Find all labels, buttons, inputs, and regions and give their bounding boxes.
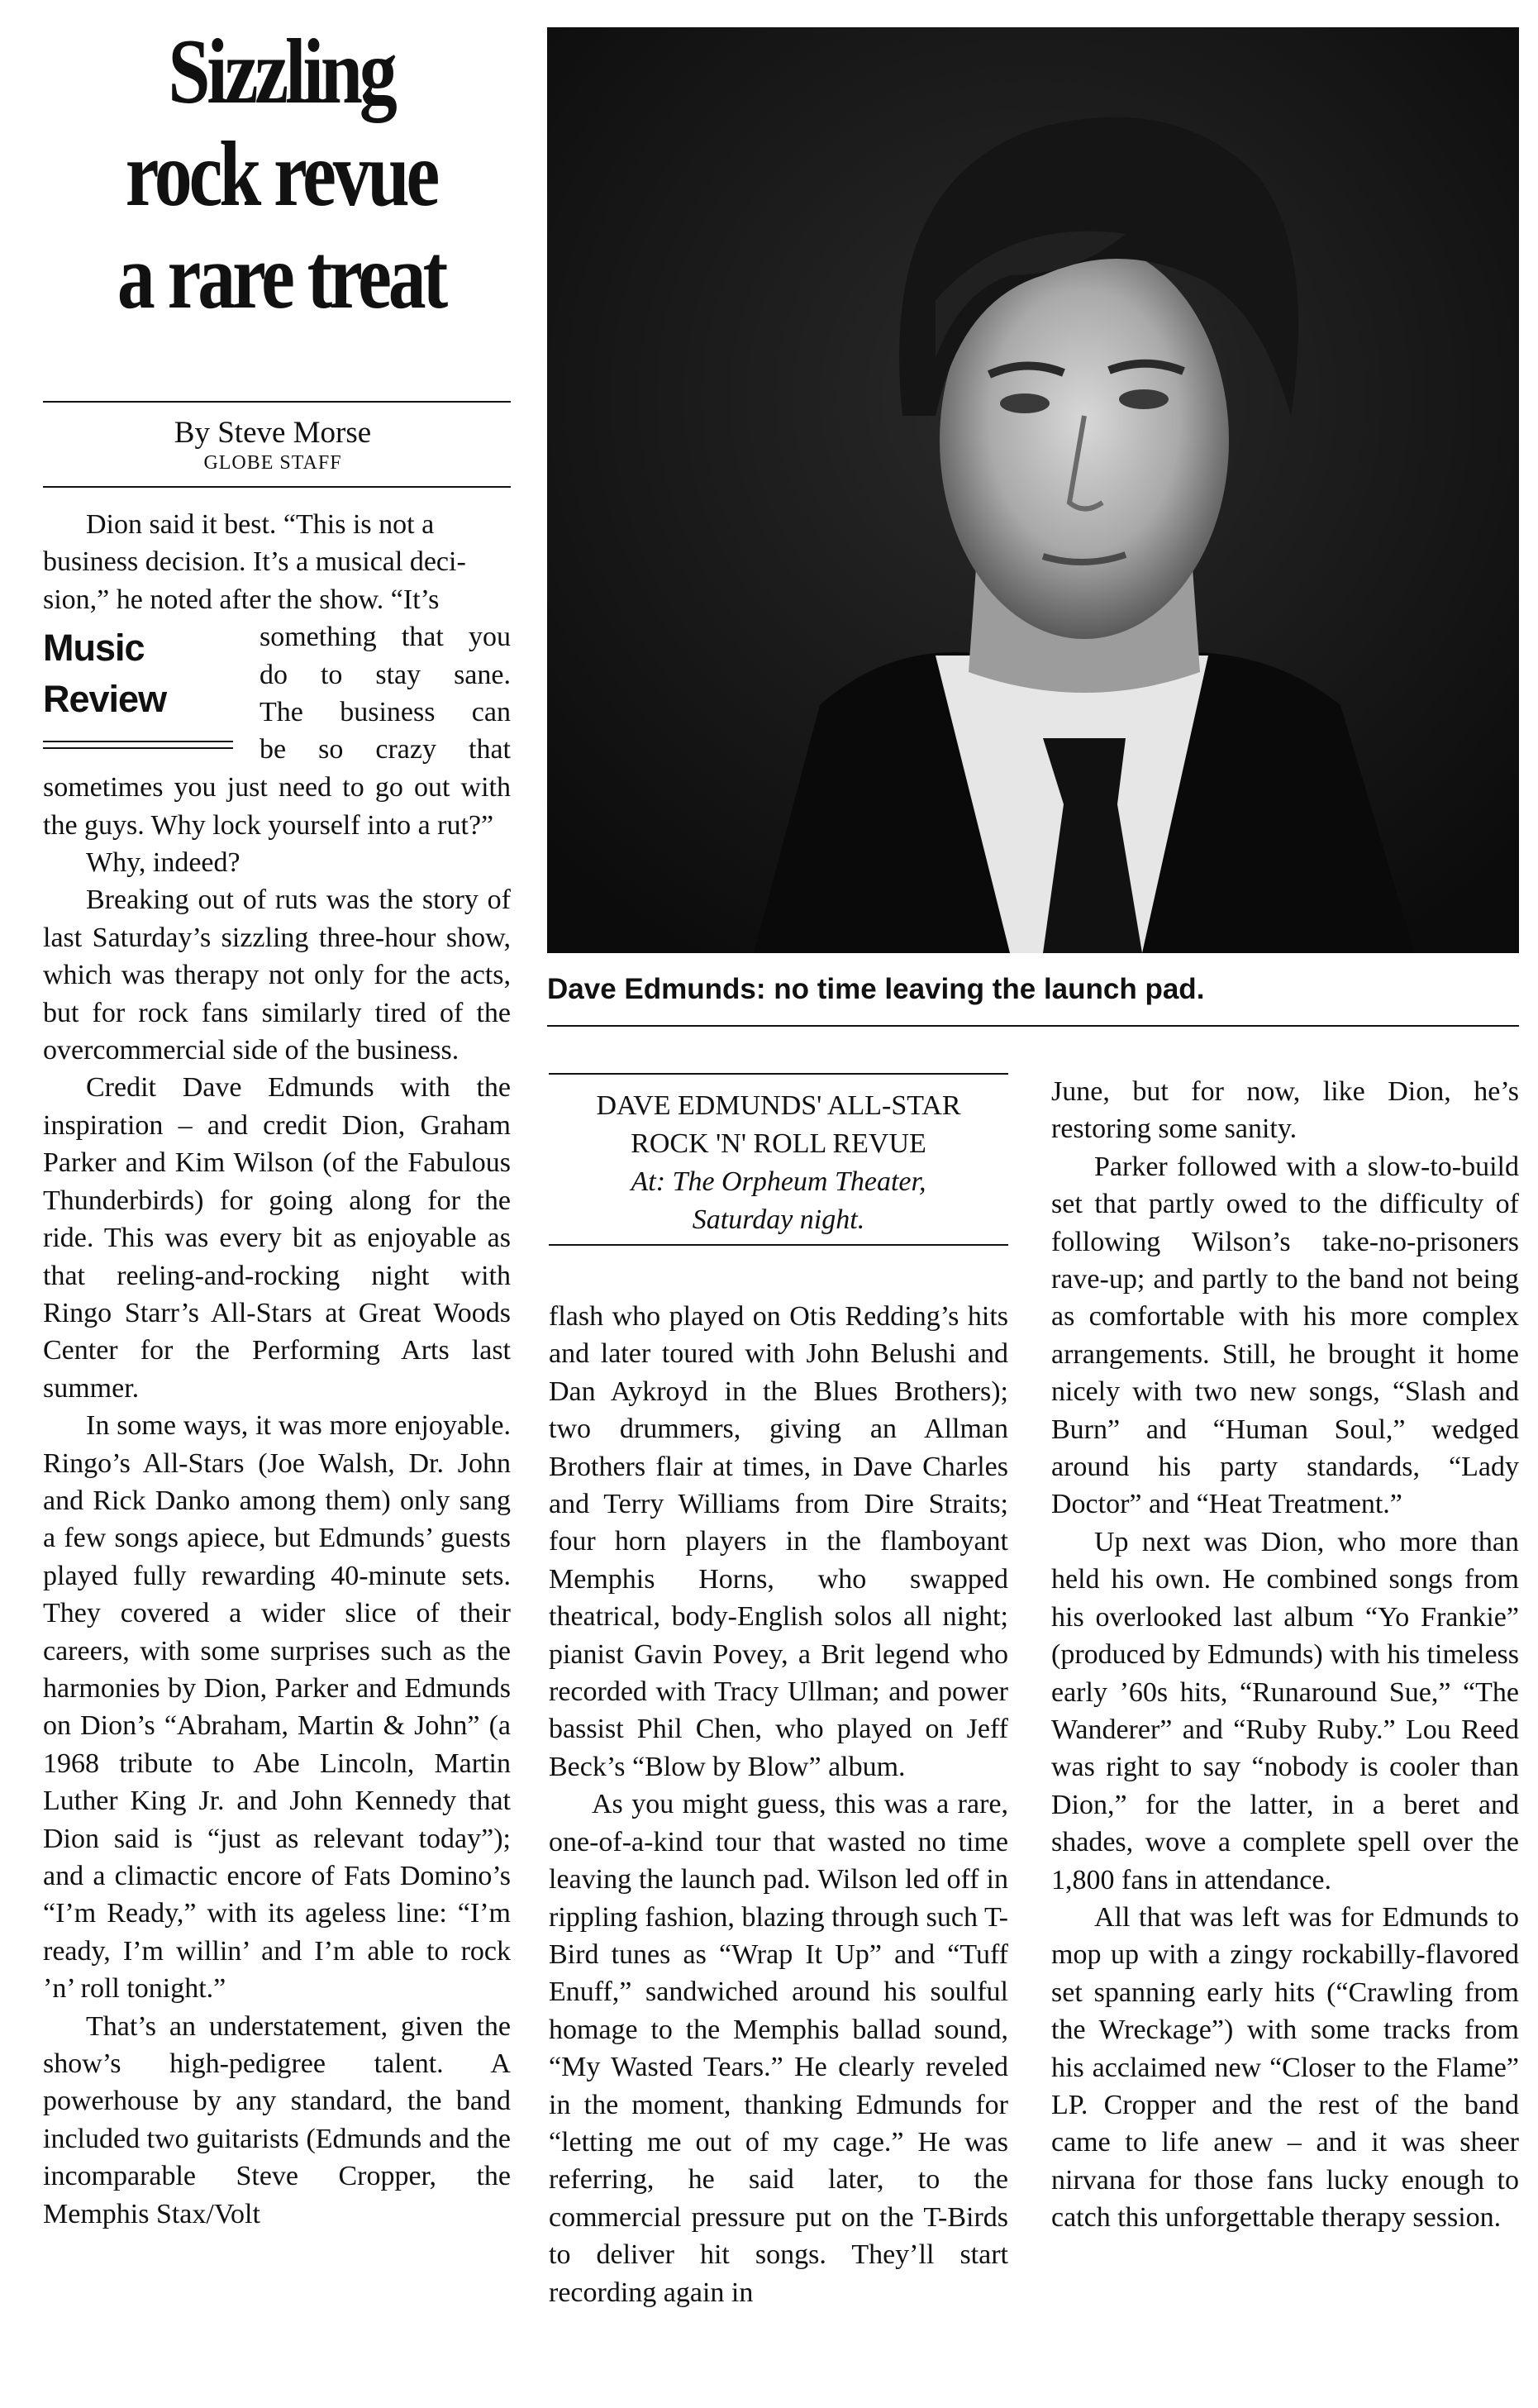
byline-bottom-rule xyxy=(43,486,511,488)
headline-line-3: a rare treat xyxy=(117,226,445,328)
lead-line-1: Dion said it best. “This is not a xyxy=(86,509,435,540)
music-review-kicker xyxy=(43,618,260,769)
wrap-line: do to stay sane. xyxy=(260,659,511,690)
lead-line-3: sion,” he noted after the show. “It’s xyxy=(43,584,440,615)
photo-caption: Dave Edmunds: no time leaving the launch pad. xyxy=(547,973,1205,1005)
kicker-rule-2 xyxy=(43,747,233,749)
infobox-venue: At: The Orpheum Theater, xyxy=(631,1166,926,1197)
headline-line-2: rock revue xyxy=(125,123,437,226)
headline xyxy=(78,21,484,328)
column-3 xyxy=(1051,1073,1519,2237)
photo-dave-edmunds xyxy=(547,27,1519,953)
paragraph: Up next was Dion, who more than held his own. He combined songs from his overlooked last album “Yo Frankie” (produced by Edmunds) with his timeless early ’60s hits, “Runaround Sue,” “The Wanderer” and “Ruby Ruby.” Lou Reed was right to say “nobody is cooler than Dion,” for the latter, in a beret and shades, wove a complete spell over the 1,800 fans in attendance. xyxy=(1051,1526,1519,1895)
infobox-date: Saturday night. xyxy=(692,1204,865,1235)
lead-line-2: business decision. It’s a musical deci- xyxy=(43,546,466,578)
wrap-text xyxy=(260,618,511,769)
paragraph: In some ways, it was more enjoyable. Ringo’s All-Stars (Joe Walsh, Dr. John and Rick Danko among them) only sang a few songs apiece, but Edmunds’ guests played fully rewarding 40-minute sets. They covered a wider slice of their careers, with some surprises such as the harmonies by Dion, Parker and Edmunds on Dion’s “Abraham, Martin & John” (a 1968 tribute to Abe Lincoln, Martin Luther King Jr. and John Kennedy that Dion said is “just as relevant today”); and a climactic encore of Fats Domino’s “I’m Ready,” with its ageless line: “I’m ready, I’m willin’ and I’m able to rock ’n’ roll tonight.” xyxy=(43,1410,511,2005)
kicker-review: Review xyxy=(43,678,167,721)
wrap-line: something that you xyxy=(260,622,511,653)
paragraph: Credit Dave Edmunds with the inspiration – and credit Dion, Graham Parker and Kim Wilson (of the Fabulous Thunderbirds) for going along for the ride. This was every bit as enjoyable as that reeling-and-rocking night with Ringo Starr’s All-Stars at Great Woods Center for the Performing Arts last summer. xyxy=(43,1072,511,1404)
infobox-bottom-rule xyxy=(549,1244,1008,1246)
paragraph: Breaking out of ruts was the story of last Saturday’s sizzling three-hour show, which was therapy not only for the acts, but for rock fans similarly tired of the overcommercial side of the business. xyxy=(43,885,511,1066)
byline: By Steve Morse xyxy=(174,416,372,450)
byline-staff: GLOBE STAFF xyxy=(203,452,342,474)
paragraph: June, but for now, like Dion, he’s restoring some sanity. xyxy=(1051,1076,1519,1145)
paragraph: sometimes you just need to go out with the guys. Why lock yourself into a rut?” xyxy=(43,772,511,841)
paragraph: Parker followed with a slow-to-build set that partly owed to the difficulty of following Wilson’s take-no-prisoners rave-up; and partly to the band not being as comfortable with his more complex arrangements. Still, he brought it home nicely with two new songs, “Slash and Burn” and “Human Soul,” wedged around his party standards, “Lady Doctor” and “Heat Treatment.” xyxy=(1051,1151,1519,1520)
wrap-line: be so crazy that xyxy=(260,734,511,765)
infobox-top-rule xyxy=(549,1073,1008,1075)
paragraph: That’s an understatement, given the show’s high-pedigree talent. A powerhouse by any standard, the band included two guitarists (Edmunds and the incomparable Steve Cropper, the Memphis Stax/Volt xyxy=(43,2010,511,2229)
paragraph: Why, indeed? xyxy=(86,847,240,879)
paragraph: As you might guess, this was a rare, one-of-a-kind tour that wasted no time leaving the launch pad. Wilson led off in rippling fashion, blazing through such T-Bird tunes as “Wrap It Up” and “Tuff Enuff,” sandwiched around his soulful homage to the Memphis ballad sound, “My Wasted Tears.” He clearly reveled in the moment, thanking Edmunds for “letting me out of my cage.” He was referring, he said later, to the commercial pressure put on the T-Birds to deliver hit songs. They’ll start recording again in xyxy=(549,1789,1008,2308)
byline-top-rule xyxy=(43,401,511,403)
column-1 xyxy=(43,506,511,2233)
infobox-title: DAVE EDMUNDS' ALL-STAR xyxy=(596,1090,961,1121)
headline-line-1: Sizzling xyxy=(168,21,394,123)
caption-rule xyxy=(547,1025,1519,1027)
column-2 xyxy=(549,1298,1008,2311)
portrait-image xyxy=(547,27,1519,953)
show-infobox xyxy=(549,1079,1008,1239)
paragraph: flash who played on Otis Redding’s hits and later toured with John Belushi and Dan Aykroyd in the Blues Brothers); two drummers, giving an Allman Brothers flair at times, in Dave Charles and Terry Williams from Dire Straits; four horn players in the flamboyant Memphis Horns, who swapped theatrical, body-English solos all night; pianist Gavin Povey, a Brit legend who recorded with Tracy Ullman; and power bassist Phil Chen, who played on Jeff Beck’s “Blow by Blow” album. xyxy=(549,1301,1008,1782)
wrap-line: The business can xyxy=(260,697,511,728)
infobox-title-2: ROCK 'N' ROLL REVUE xyxy=(631,1128,926,1159)
kicker-rule-1 xyxy=(43,741,233,742)
kicker-music: Music xyxy=(43,627,145,670)
paragraph: All that was left was for Edmunds to mop up with a zingy rockabilly-flavored set spanning early hits (“Crawling from the Wreckage”) with some tracks from his acclaimed new “Closer to the Flame” LP. Cropper and the rest of the band came to life anew – and it was sheer nirvana for those fans lucky enough to catch this unforgettable therapy session. xyxy=(1051,1901,1519,2234)
